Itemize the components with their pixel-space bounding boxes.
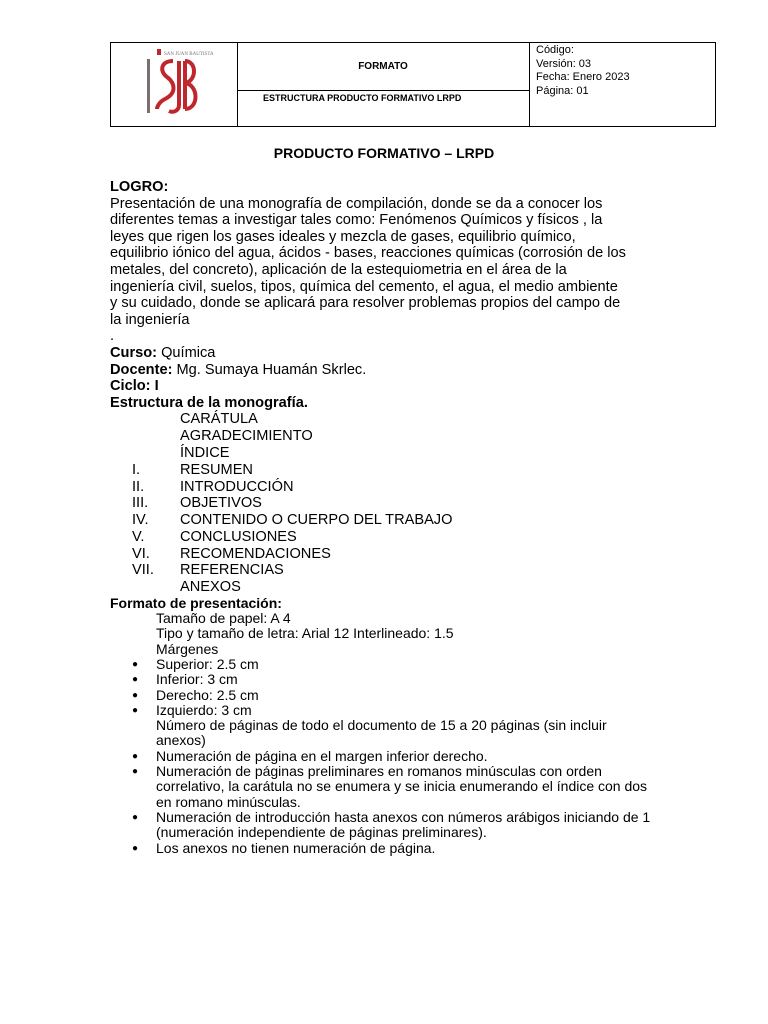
estructura-item-number: V.: [132, 528, 145, 545]
logro-line: equilibrio iónico del agua, ácidos - bases, reacciones químicas (corrosión de los: [110, 245, 626, 262]
logro-line: y su cuidado, donde se aplicará para resolver problemas propios del campo de: [110, 295, 621, 312]
logro-text: [110, 196, 670, 345]
estructura-item-text: OBJETIVOS: [180, 495, 262, 512]
fecha-label: Fecha: Enero 2023: [536, 71, 630, 83]
estructura-item-number: III.: [132, 495, 149, 512]
estructura-item: [110, 579, 670, 596]
estructura-item-text: RESUMEN: [180, 461, 253, 478]
estructura-list: [110, 411, 670, 596]
formato-bullet-item: ● Los anexos no tienen numeración de página.: [110, 841, 670, 856]
formato-line: Tamaño de papel: A 4: [156, 610, 291, 627]
formato-bullet-item: ● Numeración de página en el margen inferior derecho.: [110, 749, 670, 764]
format-cell: [237, 43, 530, 126]
formato-line: correlativo, la carátula no se enumera y se inicia enumerando el índice con dos: [156, 778, 648, 795]
curso-label: Curso:: [110, 344, 158, 361]
curso-value: Química: [157, 344, 216, 361]
estructura-item-number: IV.: [132, 512, 149, 529]
logro-label: LOGRO:: [110, 179, 169, 195]
ciclo-line: Ciclo: I: [110, 378, 159, 395]
version-label: Versión: 03: [536, 57, 592, 70]
estructura-item-text: AGRADECIMIENTO: [180, 428, 313, 445]
formato-line: en romano minúsculas.: [156, 793, 301, 810]
estructura-item-text: RECOMENDACIONES: [180, 545, 331, 562]
docente-label: Docente:: [110, 361, 173, 378]
logro-line: leyes que rigen los gases ideales y mezcla de gases, equilibrio químico,: [110, 228, 576, 245]
estructura-item-text: CONTENIDO O CUERPO DEL TRABAJO: [180, 512, 453, 529]
estructura-title: Estructura de la monografía.: [110, 394, 308, 411]
logro-line: .: [110, 328, 115, 345]
formato-line: (numeración independiente de páginas preliminares).: [156, 824, 487, 841]
formato-line: anexos): [156, 732, 206, 749]
estructura-item-text: CONCLUSIONES: [180, 528, 297, 545]
logro-line: la ingeniería: [110, 311, 190, 328]
estructura-item: [110, 411, 670, 428]
estructura-item: [110, 562, 670, 579]
codigo-label: Código:: [536, 44, 574, 56]
estructura-item: [110, 529, 670, 546]
doc-info-cell: [536, 43, 716, 127]
estructura-item: [110, 495, 670, 512]
estructura-item: [110, 546, 670, 563]
estructura-label: ESTRUCTURA PRODUCTO FORMATIVO LRPD: [263, 93, 462, 103]
logro-line: ingeniería civil, suelos, tipos, química del cemento, el agua, el medio ambiente: [110, 278, 618, 295]
curso-line: [110, 345, 670, 362]
formato-bullet-item: ● Numeración de páginas preliminares en romanos minúsculas con orden: [110, 764, 670, 779]
formato-bullet-item: ● Izquierdo: 3 cm: [110, 703, 670, 718]
estructura-item-text: REFERENCIAS: [180, 562, 284, 579]
docente-value: Mg. Sumaya Huamán Skrlec.: [172, 361, 367, 378]
formato-label: FORMATO: [237, 43, 529, 91]
estructura-item: [110, 445, 670, 462]
formato-bullet-item: ● Superior: 2.5 cm: [110, 657, 670, 672]
estructura-item-number: I.: [132, 461, 141, 478]
estructura-item: [110, 428, 670, 445]
estructura-item: [110, 479, 670, 496]
estructura-item-number: VI.: [132, 545, 150, 562]
estructura-item: [110, 462, 670, 479]
formato-bullet-item: ● Numeración de introducción hasta anexos con números arábigos iniciando de 1: [110, 810, 670, 825]
formato-title: Formato de presentación:: [110, 595, 282, 612]
formato-line: Tipo y tamaño de letra: Arial 12 Interlineado: 1.5: [156, 625, 454, 642]
logro-line: metales, del concreto), aplicación de la estequiometria en el área de la: [110, 261, 567, 278]
estructura-item-text: CARÁTULA: [180, 411, 258, 428]
document-body: [110, 179, 670, 856]
estructura-item-number: VII.: [132, 562, 154, 579]
page-title: PRODUCTO FORMATIVO – LRPD: [273, 145, 495, 161]
header-table: [110, 42, 716, 127]
estructura-item-text: INTRODUCCIÓN: [180, 478, 294, 495]
formato-bullet-item: ● Inferior: 3 cm: [110, 672, 670, 687]
pagina-label: Página: 01: [536, 84, 589, 97]
estructura-item-text: ÍNDICE: [180, 444, 230, 461]
estructura-item-text: ANEXOS: [180, 579, 241, 596]
logo-text: SAN JUAN BAUTISTA: [164, 52, 214, 57]
estructura-item: [110, 512, 670, 529]
logro-line: diferentes temas a investigar tales como: Fenómenos Químicos y físicos , la: [110, 212, 603, 229]
formato-line: Número de páginas de todo el documento de 15 a 20 páginas (sin incluir: [156, 717, 607, 734]
formato-line: Márgenes: [156, 640, 219, 657]
formato-bullet-item: ● Derecho: 2.5 cm: [110, 688, 670, 703]
university-logo-icon: [143, 47, 214, 119]
logo-cell: [111, 43, 238, 126]
logro-line: Presentación de una monografía de compilación, donde se da a conocer los: [110, 195, 603, 212]
formato-list: [110, 611, 670, 856]
docente-line: [110, 362, 670, 379]
estructura-item-number: II.: [132, 478, 145, 495]
